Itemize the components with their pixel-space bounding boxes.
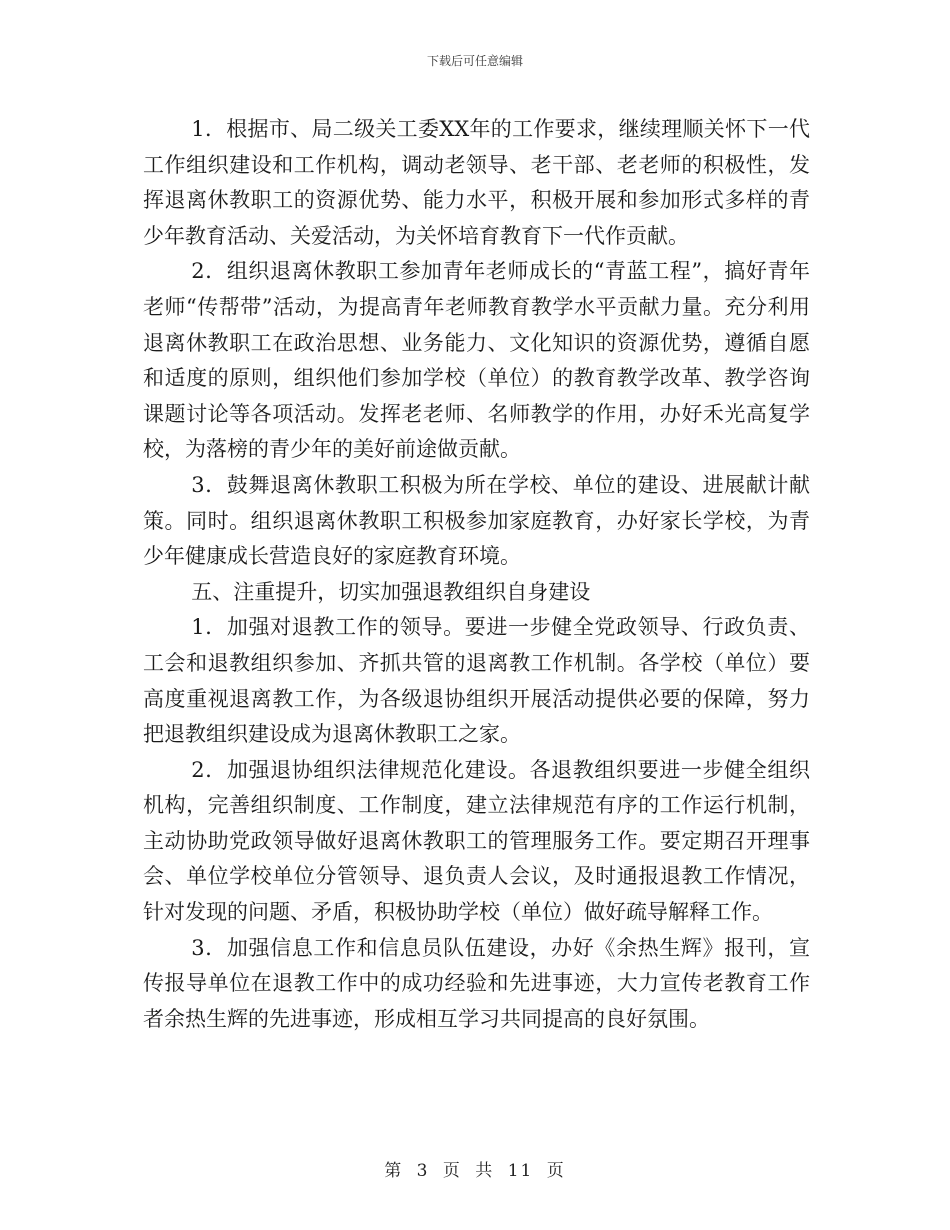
page-header: 下载后可任意编辑 [426,54,523,68]
page-number: 第 3 页 共 11 页 [384,1161,566,1181]
document-body [143,112,810,1037]
paragraph-6: 3．加强信息工作和信息员队伍建设，办好《余热生辉》报刊，宣传报导单位在退教工作中的成功经验和先进事迹，大力宣传老教育工作者余热生辉的先进事迹，形成相互学习共同提高的良好氛围。 [143,935,810,1031]
paragraph-2: 2．组织退离休教职工参加青年老师成长的“青蓝工程”，搞好青年老师“传帮带”活动，为提高青年老师教育教学水平贡献力量。充分利用退离休教职工在政治思想、业务能力、文化知识的资源优势，遵循自愿和适度的原则，组织他们参加学校（单位）的教育教学改革、教学咨询课题讨论等各项活动。发挥老老师、名师教学的作用，办好禾光高复学校，为落榜的青少年的美好前途做贡献。 [143,259,810,462]
section-heading: 五、注重提升，切实加强退教组织自身建设 [191,579,591,604]
paragraph-4: 1．加强对退教工作的领导。要进一步健全党政领导、行政负责、工会和退教组织参加、齐抓共管的退离教工作机制。各学校（单位）要高度重视退离教工作，为各级退协组织开展活动提供必要的保障，努力把退教组织建设成为退离休教职工之家。 [143,615,810,747]
paragraph-1: 1．根据市、局二级关工委XX年的工作要求，继续理顺关怀下一代工作组织建设和工作机构，调动老领导、老干部、老老师的积极性，发挥退离休教职工的资源优势、能力水平，积极开展和参加形式多样的青少年教育活动、关爱活动，为关怀培育教育下一代作贡献。 [143,117,810,248]
paragraph-3: 3．鼓舞退离休教职工积极为所在学校、单位的建设、进展献计献策。同时。组织退离休教职工积极参加家庭教育，办好家长学校，为青少年健康成长营造良好的家庭教育环境。 [143,472,810,569]
paragraph-5: 2．加强退协组织法律规范化建设。各退教组织要进一步健全组织机构，完善组织制度、工作制度，建立法律规范有序的工作运行机制，主动协助党政领导做好退离休教职工的管理服务工作。要定期召开理事会、单位学校单位分管领导、退负责人会议，及时通报退教工作情况，针对发现的问题、矛盾，积极协助学校（单位）做好疏导解释工作。 [143,757,810,925]
